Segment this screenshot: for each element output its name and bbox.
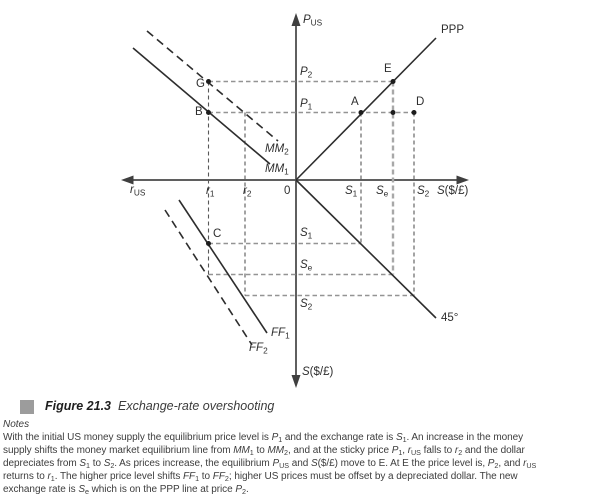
- label-p-us-axis: $P_{US}$: [303, 14, 323, 28]
- axis-arrow-up: [292, 13, 301, 26]
- figure-marker-square: [20, 400, 34, 414]
- label-point-a: A: [351, 96, 359, 108]
- label-se-horizontal: $S_e$: [376, 185, 389, 199]
- label-45-degrees: 45°: [441, 312, 459, 324]
- notes-heading: Notes: [3, 419, 30, 430]
- label-r2: $r_2$: [243, 185, 252, 199]
- point-d: [412, 110, 417, 115]
- label-s-axis-right: S($/£): [437, 185, 469, 197]
- label-s2-vertical: $S_2$: [300, 298, 313, 312]
- point-c: [206, 241, 211, 246]
- label-s1-horizontal: $S_1$: [345, 185, 358, 199]
- label-ppp: PPP: [441, 24, 465, 36]
- axis-arrow-down: [292, 375, 301, 388]
- label-p2: $P_2$: [300, 66, 313, 80]
- label-s-axis-bottom: S($/£): [302, 366, 334, 378]
- notes-line: exchange rate is $S_e$ which is on the PPP line at price $P_2$.: [3, 484, 249, 494]
- ff1-line: [179, 200, 267, 333]
- label-point-e: E: [384, 63, 392, 75]
- label-r1: $r_1$: [206, 185, 215, 199]
- label-se-vertical: $S_e$: [300, 259, 313, 273]
- label-s1-vertical: $S_1$: [300, 227, 313, 241]
- notes-line: supply shifts the money market equilibrium line from $MM_1$ to $MM_2$, and at the sticky price $P_1$, $r_{US}$ falls to $r_2$ and the dollar: [3, 445, 525, 458]
- label-point-d: D: [416, 96, 425, 108]
- label-ff1: $FF_1$: [271, 327, 290, 341]
- label-origin: 0: [284, 185, 291, 197]
- axis-arrow-left: [121, 176, 134, 185]
- mm2-line: [147, 31, 278, 141]
- point-se-p1: [391, 110, 396, 115]
- figure-caption: [20, 399, 274, 414]
- label-mm2: $MM_2$: [265, 143, 289, 157]
- label-point-g: G: [196, 78, 205, 90]
- label-p1: $P_1$: [300, 98, 313, 112]
- label-mm1: $MM_1$: [265, 163, 289, 177]
- 45-degree-line: [296, 180, 436, 318]
- point-g: [206, 79, 211, 84]
- ppp-line: [296, 38, 436, 180]
- label-point-b: B: [195, 106, 203, 118]
- notes-line: depreciates from $S_1$ to $S_2$. As prices increase, the equilibrium $P_{US}$ and S($/£) move to E. At E the price level is, $P_2$, and $r_{US}$: [3, 458, 537, 471]
- notes-body: [3, 431, 603, 494]
- axis-arrow-right: [457, 176, 470, 185]
- label-r-us-axis: $r_{US}$: [130, 184, 146, 198]
- point-a: [359, 110, 364, 115]
- label-s2-horizontal: $S_2$: [417, 185, 430, 199]
- mm1-line: [133, 48, 270, 164]
- figure-title: Exchange-rate overshooting: [118, 399, 275, 413]
- notes-section: [3, 419, 603, 494]
- point-e: [391, 79, 396, 84]
- label-point-c: C: [213, 228, 222, 240]
- label-ff2: $FF_2$: [249, 342, 268, 356]
- notes-line: With the initial US money supply the equilibrium price level is $P_1$ and the exchange rate is $S_1$. An increase in the money: [3, 432, 524, 445]
- figure-number: Figure 21.3: [45, 399, 111, 413]
- notes-line: returns to $r_1$. The higher price level shifts $FF_1$ to $FF_2$; higher US prices must be offset by a depreciated dollar. The new: [3, 471, 518, 484]
- point-b: [206, 110, 211, 115]
